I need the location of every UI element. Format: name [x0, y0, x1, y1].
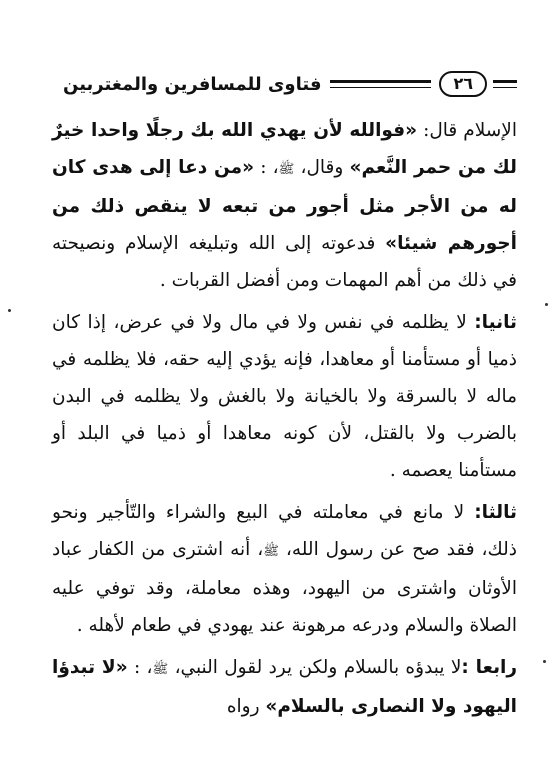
paragraph-2 [52, 304, 517, 489]
page-body [52, 112, 517, 730]
scan-speck [8, 309, 11, 312]
header-rule [330, 80, 432, 88]
point-heading: ثالثا: [474, 502, 517, 523]
text: لا يبدؤه بالسلام ولكن يرد لقول النبي، [168, 657, 462, 678]
hadith-quote: «لا تبدؤا اليهود ولا النصارى بالسلام» [52, 657, 517, 717]
text: ، : [127, 657, 153, 678]
text: رواه [226, 696, 266, 717]
paragraph-1 [52, 112, 517, 299]
salawat-symbol: ﷺ [152, 662, 169, 677]
point-heading: ثانيا: [474, 312, 517, 333]
paragraph-3 [52, 494, 517, 644]
text: لا يظلمه في نفس ولا في مال ولا في عرض، إذا كان ذميا أو مستأمنا أو معاهدا، فإنه يؤدي إليه حقه، فلا يظلمه في ماله لا بالسرقة ولا بالخيانة ولا بالغش ولا يظلمه في البدن بالضرب ولا بالقتل، لأن كونه معاهدا أو ذميا في البلد أو مستأمنا يعصمه . [52, 312, 517, 481]
scan-speck [543, 660, 546, 663]
hadith-quote: «فوالله لأن يهدي الله بك رجلًا واحدا خيرٌ لك من حمر النَّعم» [52, 120, 517, 178]
salawat-symbol: ﷺ [278, 162, 295, 177]
point-heading: رابعا : [461, 657, 518, 678]
page-number: ٢٦ [439, 71, 487, 97]
text: ، : [254, 157, 279, 178]
running-header [55, 70, 517, 98]
text: لا مانع في معاملته في البيع والشراء والتّأجير ونحو ذلك، فقد صح عن رسول الله، [52, 502, 517, 560]
text: وقال، [294, 157, 350, 178]
hadith-quote: «من دعا إلى هدى كان له من الأجر مثل أجور من تبعه لا ينقص ذلك من أجورهم شيئا» [52, 157, 517, 254]
book-title: فتاوى للمسافرين والمغتربين [63, 73, 322, 95]
scan-speck [545, 303, 548, 306]
header-rule-tail [493, 80, 517, 88]
paragraph-4 [52, 649, 517, 725]
text: الإسلام قال: [417, 120, 517, 141]
salawat-symbol: ﷺ [263, 544, 279, 559]
text: فدعوته إلى الله وتبليغه الإسلام ونصيحته في ذلك من أهم المهمات ومن أفضل القربات . [52, 233, 517, 291]
text: ، أنه اشترى من الكفار عباد الأوثان واشترى من اليهود، وهذه معاملة، وقد توفي عليه الصلاة والسلام ودرعه مرهونة عند يهودي في طعام لأهله . [52, 539, 517, 636]
